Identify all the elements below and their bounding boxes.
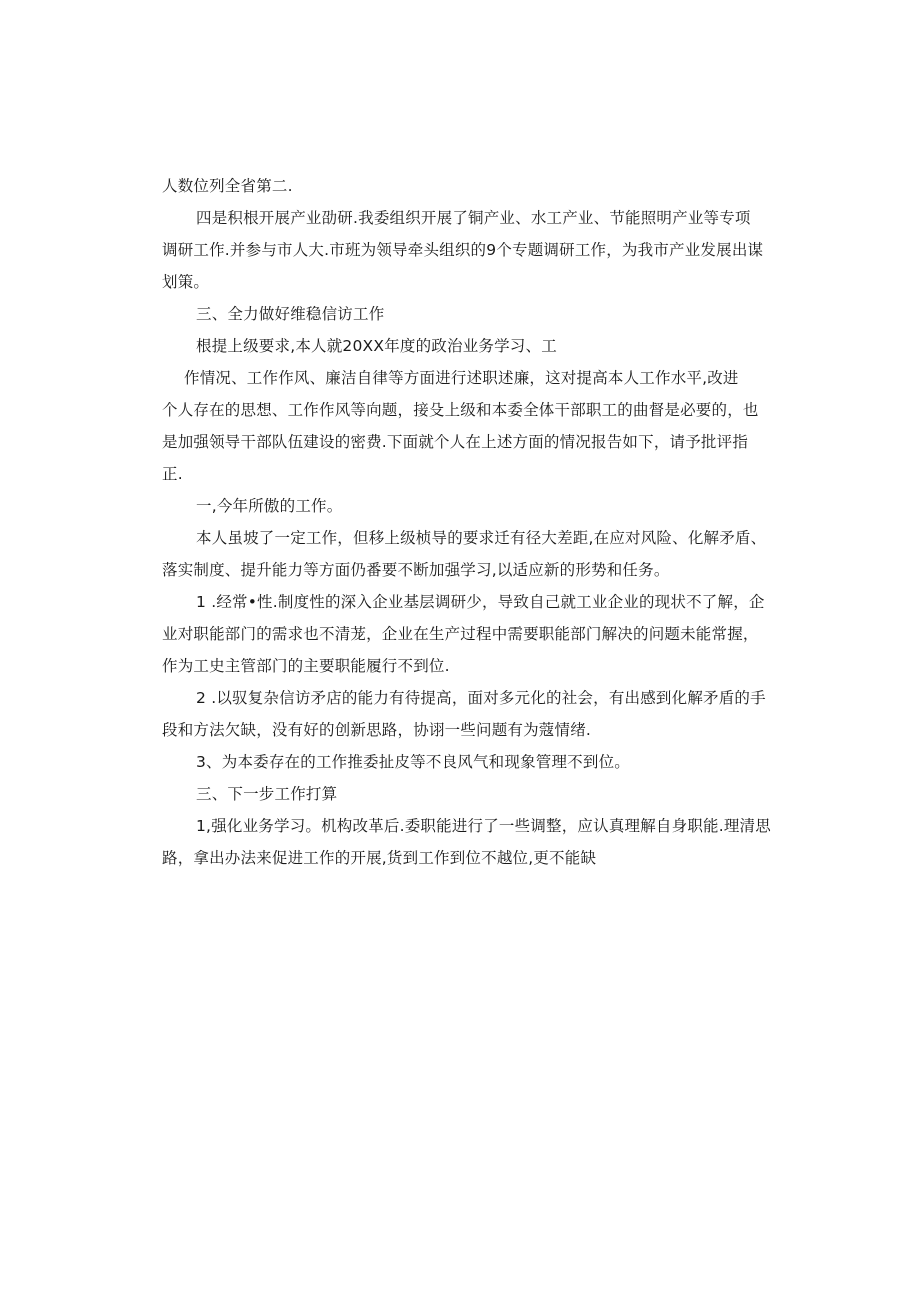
paragraph-line: 人数位列全省第二. xyxy=(162,177,293,195)
numbered-item: 1,强化业务学习。机构改革后.委职能进行了一些调整，应认真理解自身职能.理清思 xyxy=(196,817,771,835)
numbered-item: 1 .经常•性.制度性的深入企业基层调研少，导致自己就工业企业的现状不了解，企 xyxy=(196,593,765,611)
paragraph-line: 调研工作.并参与市人大.市班为领导牵头组织的9个专题调研工作，为我市产业发展出谋 xyxy=(162,241,764,259)
paragraph-line: 个人存在的思想、工作作风等向题，接殳上级和本委全体干部职工的曲督是必要的，也 xyxy=(162,401,759,419)
paragraph-line: 本人虽坡了一定工作，但移上级桢导的要求迁有径大差距,在应对风险、化解矛盾、 xyxy=(196,529,767,547)
paragraph-line: 是加强领导干部队伍建设的密费.下面就个人在上述方面的情况报告如下，请予批评指 xyxy=(162,433,749,451)
numbered-item: 2 .以驭复杂信访矛店的能力有待提高，面对多元化的社会，有出感到化解矛盾的手 xyxy=(196,689,766,707)
paragraph-line: 作为工史主管部门的主要职能履行不到位. xyxy=(162,657,450,675)
paragraph-line: 作情况、工作作风、廉洁自律等方面进行述职述廉，这对提高本人工作水平,改进 xyxy=(184,369,739,387)
document-body xyxy=(162,170,771,874)
paragraph-line: 路，拿出办法来促进工作的开展,货到工作到位不越位,更不能缺 xyxy=(162,849,597,867)
paragraph-line: 段和方法欠缺，没有好的创新思路，协诩一些问题有为蔻情绪. xyxy=(162,721,592,739)
paragraph-line: 四是积根开展产业劭研.我委组织开展了铜产业、水工产业、节能照明产业等专项 xyxy=(196,209,751,227)
section-heading: 三、全力做好维稳信访工作 xyxy=(196,305,385,323)
paragraph-line: 根提上级要求,本人就20XX年度的政治业务学习、工 xyxy=(196,337,557,355)
section-heading: 一,今年所傲的工作。 xyxy=(196,497,343,515)
paragraph-line: 划策。 xyxy=(162,273,210,291)
paragraph-line: 正. xyxy=(162,465,183,483)
paragraph-line: 落实制度、提升能力等方面仍番要不断加强学习,以适应新的形势和任务。 xyxy=(162,561,670,579)
section-heading: 三、下一步工作打算 xyxy=(196,785,338,803)
paragraph-line: 业对职能部门的需求也不清茏，企业在生产过程中需要职能部门解决的问题未能常握， xyxy=(162,625,759,643)
numbered-item: 3、为本委存在的工作推委扯皮等不良风气和现象管理不到位。 xyxy=(196,753,630,771)
